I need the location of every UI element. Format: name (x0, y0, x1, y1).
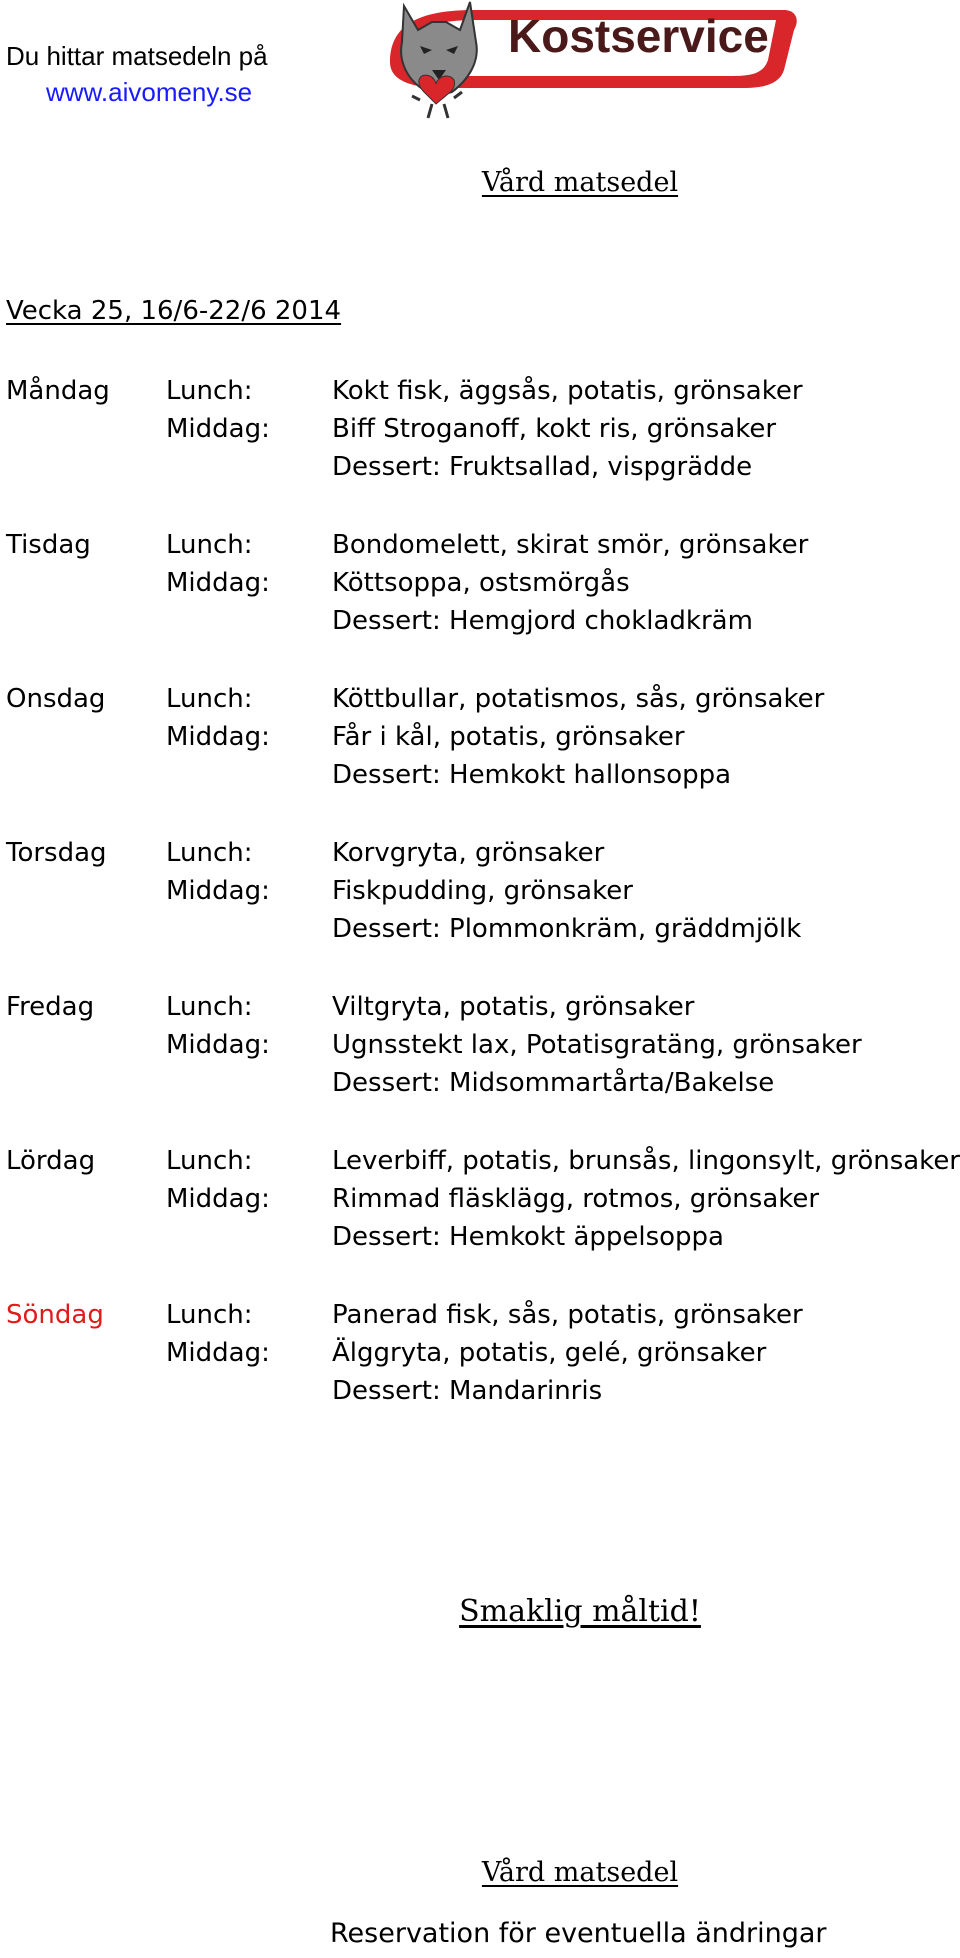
intro-text (6, 38, 268, 110)
dish-text: Korvgryta, grönsaker (332, 838, 605, 868)
dish-text: Ugnsstekt lax, Potatisgratäng, grönsaker (332, 1030, 862, 1060)
menu-url-link[interactable]: www.aivomeny.se (46, 77, 253, 107)
meal-label: Lunch: (166, 992, 253, 1022)
day-block-friday (6, 988, 960, 1142)
dish-text: Fiskpudding, grönsaker (332, 876, 633, 906)
dessert-row (6, 1218, 960, 1256)
meal-label: Middag: (166, 1030, 270, 1060)
lunch-row (6, 526, 960, 564)
intro-line: Du hittar matsedeln på (6, 41, 268, 71)
lunch-row (6, 1296, 960, 1334)
middag-row (6, 1180, 960, 1218)
dessert-text: Dessert: Hemkokt äppelsoppa (332, 1222, 724, 1252)
dessert-row (6, 448, 960, 486)
lunch-row (6, 372, 960, 410)
day-block-sunday (6, 1296, 960, 1450)
day-block-wednesday (6, 680, 960, 834)
lunch-row (6, 988, 960, 1026)
day-name: Onsdag (6, 684, 106, 714)
dessert-text: Dessert: Mandarinris (332, 1376, 603, 1406)
dish-text: Får i kål, potatis, grönsaker (332, 722, 685, 752)
dish-text: Panerad fisk, sås, potatis, grönsaker (332, 1300, 803, 1330)
lunch-row (6, 680, 960, 718)
dish-text: Viltgryta, potatis, grönsaker (332, 992, 695, 1022)
dessert-text: Dessert: Midsommartårta/Bakelse (332, 1068, 775, 1098)
dessert-text: Dessert: Plommonkräm, gräddmjölk (332, 914, 802, 944)
footer-title: Vård matsedel (481, 1857, 679, 1888)
closing-greeting-text: Smaklig måltid! (459, 1594, 701, 1629)
day-name: Tisdag (6, 530, 91, 560)
meal-label: Middag: (166, 414, 270, 444)
dessert-row (6, 756, 960, 794)
meal-label: Middag: (166, 722, 270, 752)
lunch-row (6, 1142, 960, 1180)
middag-row (6, 1026, 960, 1064)
day-block-saturday (6, 1142, 960, 1296)
meal-label: Middag: (166, 876, 270, 906)
dish-text: Biff Stroganoff, kokt ris, grönsaker (332, 414, 777, 444)
middag-row (6, 872, 960, 910)
day-name: Lördag (6, 1146, 96, 1176)
day-name: Fredag (6, 992, 95, 1022)
dish-text: Älggryta, potatis, gelé, grönsaker (332, 1338, 767, 1368)
meal-label: Lunch: (166, 530, 253, 560)
dish-text: Köttsoppa, ostsmörgås (332, 568, 630, 598)
lunch-row (6, 834, 960, 872)
day-block-monday (6, 372, 960, 526)
page-title: Vård matsedel (481, 167, 679, 198)
meal-label: Lunch: (166, 1300, 253, 1330)
middag-row (6, 410, 960, 448)
kostservice-logo (384, 0, 804, 120)
dish-text: Köttbullar, potatismos, sås, grönsaker (332, 684, 825, 714)
meal-label: Lunch: (166, 684, 253, 714)
meal-label: Lunch: (166, 838, 253, 868)
meal-label: Lunch: (166, 376, 253, 406)
logo-wordmark: Kostservice (508, 10, 769, 62)
dish-text: Leverbiff, potatis, brunsås, lingonsylt, grönsaker (332, 1146, 960, 1176)
menu-table (6, 372, 960, 1450)
meal-label: Middag: (166, 1338, 270, 1368)
wolf-logo-icon (384, 0, 804, 120)
dessert-row (6, 1064, 960, 1102)
dessert-row (6, 602, 960, 640)
day-name: Söndag (6, 1300, 104, 1330)
meal-label: Middag: (166, 1184, 270, 1214)
dish-text: Rimmad fläsklägg, rotmos, grönsaker (332, 1184, 820, 1214)
dessert-row (6, 910, 960, 948)
middag-row (6, 718, 960, 756)
dessert-text: Dessert: Hemkokt hallonsoppa (332, 760, 732, 790)
closing-greeting (0, 1594, 960, 1629)
logo-subtitle: Övertorneå kommun (528, 61, 675, 78)
middag-row (6, 1334, 960, 1372)
day-block-tuesday (6, 526, 960, 680)
middag-row (6, 564, 960, 602)
meal-label: Middag: (166, 568, 270, 598)
day-block-thursday (6, 834, 960, 988)
dessert-text: Dessert: Fruktsallad, vispgrädde (332, 452, 753, 482)
week-heading: Vecka 25, 16/6-22/6 2014 (6, 296, 342, 326)
dessert-row (6, 1372, 960, 1410)
meal-label: Lunch: (166, 1146, 253, 1176)
reservation-note: Reservation för eventuella ändringar (330, 1918, 827, 1949)
dish-text: Kokt fisk, äggsås, potatis, grönsaker (332, 376, 803, 406)
day-name: Måndag (6, 376, 110, 406)
day-name: Torsdag (6, 838, 107, 868)
dish-text: Bondomelett, skirat smör, grönsaker (332, 530, 809, 560)
dessert-text: Dessert: Hemgjord chokladkräm (332, 606, 753, 636)
